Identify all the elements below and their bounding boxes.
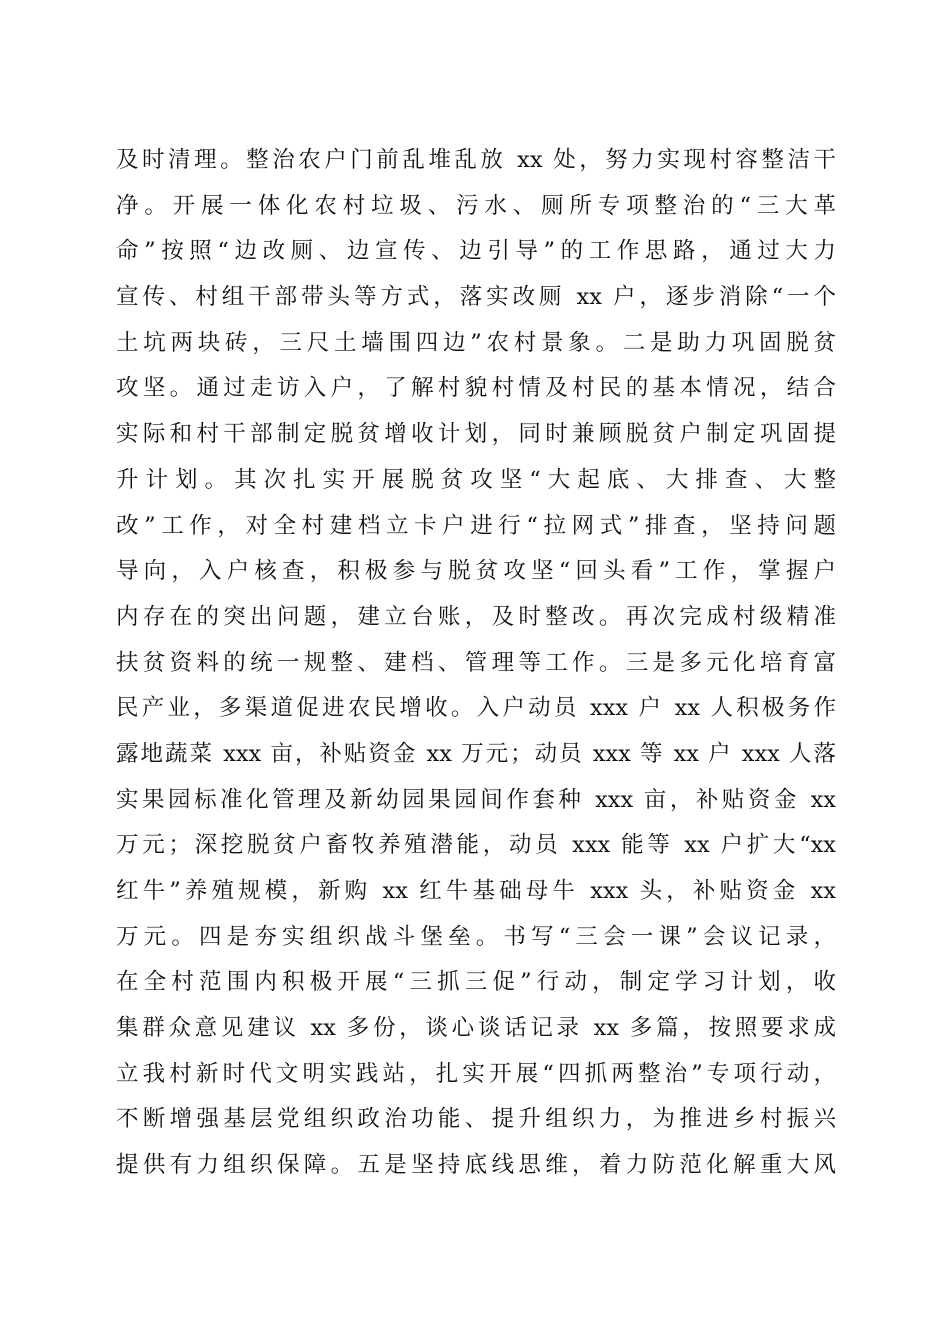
text-line: 民产业，多渠道促进农民增收。入户动员 xxx 户 xx 人积极务作 — [116, 695, 836, 722]
text-line: 内存在的突出问题，建立台账，及时整改。再次完成村级精准 — [116, 603, 836, 630]
text-line: 提供有力组织保障。五是坚持底线思维，着力防范化解重大风 — [116, 1152, 836, 1179]
text-line: 及时清理。整治农户门前乱堆乱放 xx 处，努力实现村容整洁干 — [116, 147, 836, 173]
text-line: 导向，入户核查，积极参与脱贫攻坚“回头看”工作，掌握户 — [116, 558, 836, 585]
text-line: 实果园标准化管理及新幼园果园间作套种 xxx 亩，补贴资金 xx — [116, 786, 836, 813]
text-line: 宣传、村组干部带头等方式，落实改厕 xx 户，逐步消除“一个 — [116, 284, 836, 311]
text-line: 露地蔬菜 xxx 亩，补贴资金 xx 万元；动员 xxx 等 xx 户 xxx 人落 — [116, 740, 836, 767]
text-line: 升计划。其次扎实开展脱贫攻坚“大起底、大排查、大整 — [116, 466, 836, 493]
text-line: 命”按照“边改厕、边宣传、边引导”的工作思路，通过大力 — [116, 238, 836, 265]
text-line: 扶贫资料的统一规整、建档、管理等工作。三是多元化培育富 — [116, 649, 836, 676]
text-line: 攻坚。通过走访入户，了解村貌村情及村民的基本情况，结合 — [116, 375, 836, 402]
text-line: 净。开展一体化农村垃圾、污水、厕所专项整治的“三大革 — [116, 192, 836, 219]
text-line: 立我村新时代文明实践站，扎实开展“四抓两整治”专项行动， — [116, 1060, 836, 1087]
text-line: 不断增强基层党组织政治功能、提升组织力，为推进乡村振兴 — [116, 1106, 836, 1133]
text-line: 万元；深挖脱贫户畜牧养殖潜能，动员 xxx 能等 xx 户扩大“xx — [116, 832, 836, 859]
text-line: 在全村范围内积极开展“三抓三促”行动，制定学习计划，收 — [116, 969, 836, 996]
text-line: 红牛”养殖规模，新购 xx 红牛基础母牛 xxx 头，补贴资金 xx — [116, 878, 836, 904]
body-paragraph — [116, 138, 836, 1189]
text-line: 实际和村干部制定脱贫增收计划，同时兼顾脱贫户制定巩固提 — [116, 421, 836, 448]
text-line: 集群众意见建议 xx 多份，谈心谈话记录 xx 多篇，按照要求成 — [116, 1015, 836, 1042]
text-line: 万元。四是夯实组织战斗堡垒。书写“三会一课”会议记录， — [116, 923, 836, 950]
text-line: 改”工作，对全村建档立卡户进行“拉网式”排查，坚持问题 — [116, 512, 836, 539]
text-line: 土坑两块砖，三尺土墙围四边”农村景象。二是助力巩固脱贫 — [116, 329, 836, 356]
